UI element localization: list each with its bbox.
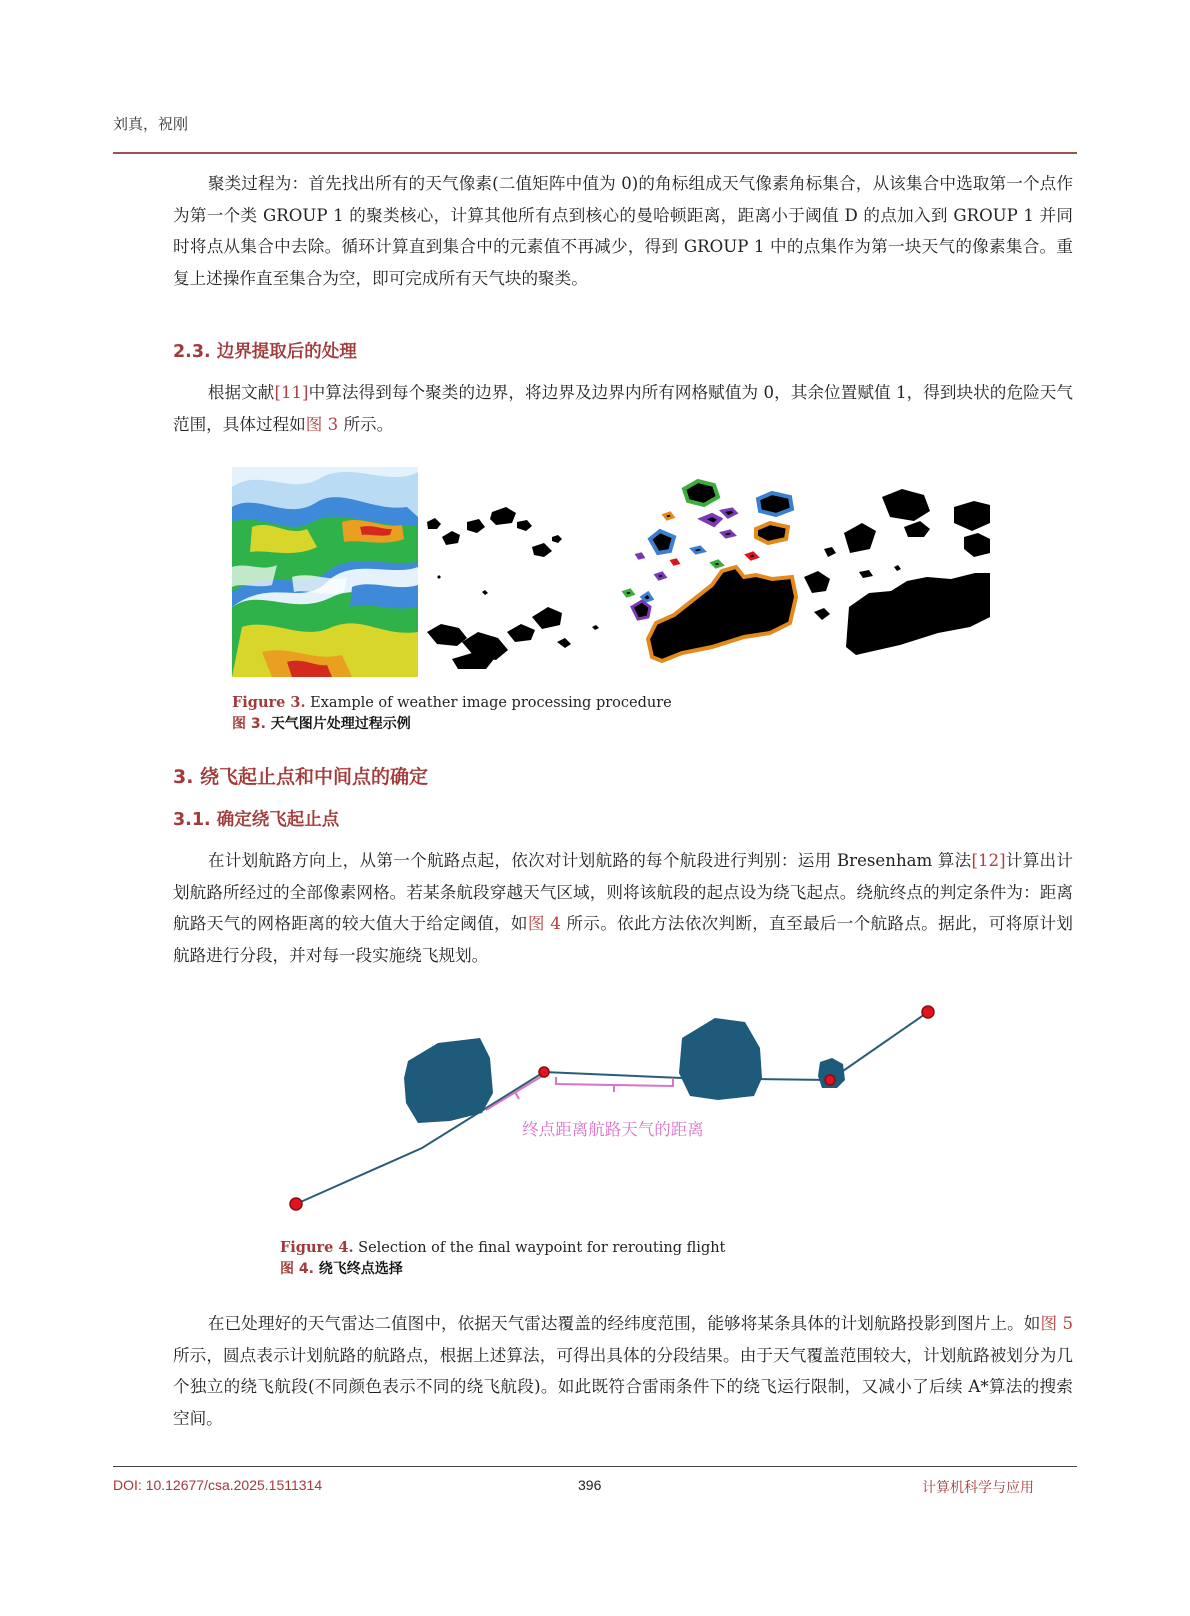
figure-3 [232,467,1002,677]
figure-4-diagram [270,998,970,1218]
waypoint-marker [290,1198,302,1210]
footer-journal-name: 计算机科学与应用 [922,1480,1034,1496]
paragraph-clustering: 聚类过程为：首先找出所有的天气像素(二值矩阵中值为 0)的角标组成天气像素角标集合，从该集合中选取第一个点作为第一个类 GROUP 1 的聚类核心，计算其他所有点到核心的曼哈顿距离，距离小于阈值 D 的点加入到 GROUP 1 并同时将点从集合中去除。循环计算直到集合中的元素值不再减少，得到 GROUP 1 中的点集作为第一块天气的像素集合。重复上述操作直至集合为空，即可完成所有天气块的聚类。 [173,174,1073,288]
figure-4-caption [280,1237,725,1280]
figure-3-caption-en [232,692,672,714]
waypoint-marker [539,1067,549,1077]
text-run: 根据文献 [207,383,275,402]
filled-weather-blocks-image [804,467,990,677]
figure-3-caption-zh-text: 天气图片处理过程示例 [265,716,411,732]
text-run: 所示。 [338,414,394,434]
figure-link-4[interactable]: 图 4 [527,914,561,933]
citation-link-12[interactable]: [12] [971,851,1006,870]
planned-route-line [296,1012,928,1204]
figure-3-label-zh: 图 3. [232,716,266,732]
figure-link-3[interactable]: 图 3 [305,414,339,434]
text-run: 在计划航路方向上，从第一个航路点起，依次对计划航路的每个航段进行判别：运用 Bresenham 算法 [207,851,972,870]
waypoint-marker [825,1075,835,1085]
footer-divider [113,1466,1077,1467]
figure-4-caption-zh [280,1259,725,1280]
section-heading-3-1: 3.1. 确定绕飞起止点 [173,810,340,830]
citation-link-11[interactable]: [11] [274,383,309,402]
text-run: 在已处理好的天气雷达二值图中，依据天气雷达覆盖的经纬度范围，能够将某条具体的计划航路投影到图片上。如 [207,1314,1041,1333]
figure-4-label-en: Figure 4. [280,1239,354,1256]
section-heading-2-3: 2.3. 边界提取后的处理 [173,342,357,362]
binary-weather-image [422,467,608,677]
figure-4-caption-en-text: Selection of the final waypoint for rerouting flight [353,1240,726,1256]
cluster-boundary-image [612,467,798,677]
figure-4-label-zh: 图 4. [280,1261,314,1277]
figure-4-caption-en [280,1237,725,1259]
figure-3-caption [232,692,672,735]
paragraph-route-projection [173,1308,1073,1434]
text-run: 计算出计划航路所经过的全部像素网格。若某条航段穿越天气区域，则将该航段的起点设为绕飞起点。绕航终点的判定条件为：距离航路天气的网格距离的较大值大于给定阈值，如 [173,851,1073,933]
figure-4-caption-zh-text: 绕飞终点选择 [313,1261,403,1277]
section-heading-3: 3. 绕飞起止点和中间点的确定 [173,766,429,788]
radar-color-image [232,467,418,677]
waypoint-marker [922,1006,934,1018]
weather-block-middle [679,1018,762,1100]
figure-3-label-en: Figure 3. [232,694,306,711]
distance-bracket-middle [556,1077,673,1092]
weather-block-left [404,1038,493,1123]
footer-doi[interactable]: DOI: 10.12677/csa.2025.1511314 [113,1477,323,1493]
distance-annotation-label: 终点距离航路天气的距离 [522,1120,704,1139]
text-run: 中算法得到每个聚类的边界，将边界及边界内所有网格赋值为 0，其余位置赋值 1，得到块状的危险天气范围，具体过程如 [173,383,1074,434]
paragraph-boundary [173,377,1073,440]
text-run: 所示。依此方法依次判断，直至最后一个航路点。据此，可将原计划航路进行分段，并对每一段实施绕飞规划。 [173,914,1073,965]
figure-3-caption-en-text: Example of weather image processing procedure [305,695,672,711]
footer-page-number: 396 [578,1477,602,1493]
header-divider [113,152,1077,154]
figure-3-caption-zh [232,714,672,735]
text-run: 所示，圆点表示计划航路的航路点，根据上述算法，可得出具体的分段结果。由于天气覆盖范围较大，计划航路被划分为几个独立的绕飞航段(不同颜色表示不同的绕飞航段)。如此既符合雷雨条件下的绕飞运行限制，又减小了后续 A*算法的搜索空间。 [173,1345,1073,1428]
running-header-authors: 刘真，祝刚 [113,115,189,133]
paragraph-reroute-start-end [173,845,1073,971]
distance-bracket-left [486,1075,544,1110]
figure-link-5[interactable]: 图 5 [1040,1314,1073,1333]
